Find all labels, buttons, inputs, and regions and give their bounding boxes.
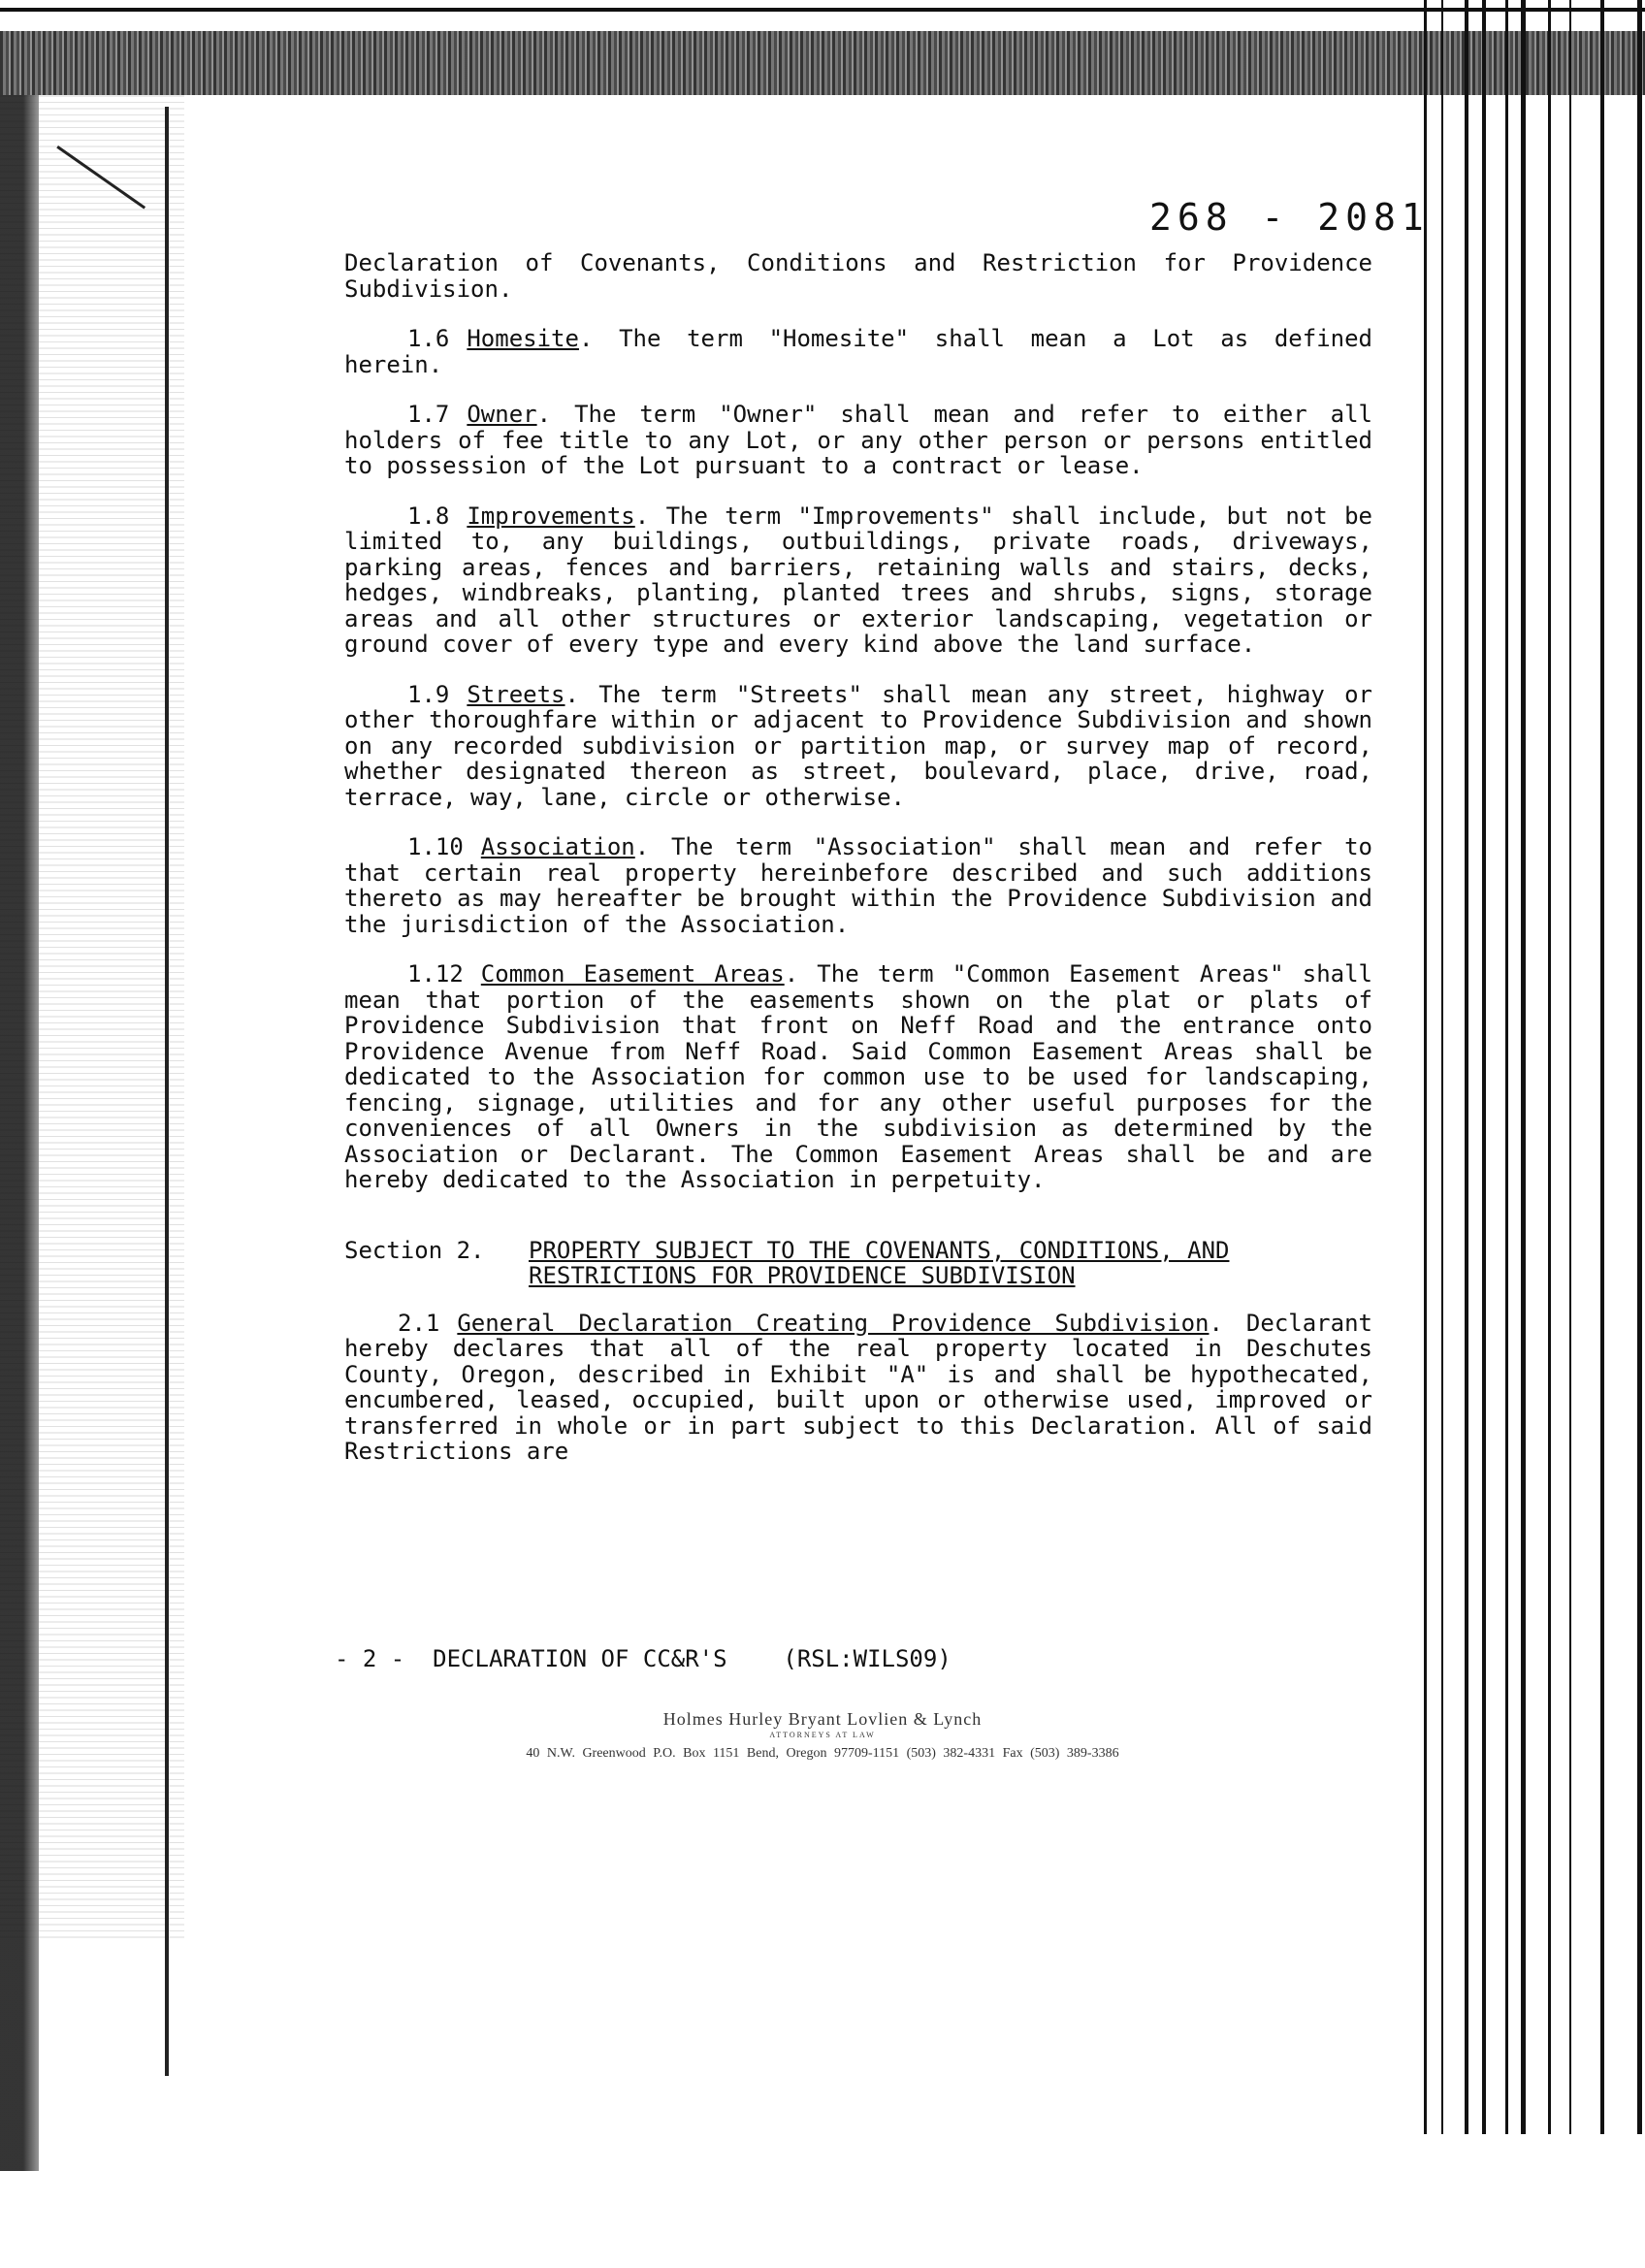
law-firm-address: 40 N.W. Greenwood P.O. Box 1151 Bend, Oregon 97709-1151 (503) 382-4331 Fax (503) 389-3386 [526,1746,1119,1761]
section-title [529,1238,1229,1289]
law-firm-name: Holmes Hurley Bryant Lovlien & Lynch [662,1709,983,1729]
paragraph-text: . The term "Streets" shall mean any street, highway or other thoroughfare within or adjacent to Providence Subdivision and shown on any recorded subdivision or partition map, or survey map of record, whether designated thereon as street, boulevard, place, drive, road, terrace, way, lane, circle or otherwise. [344,680,1372,811]
defined-term: Association [480,833,635,860]
paragraph-text: . The term "Association" shall mean and refer to that certain real property hereinbefore described and such additions thereto as may hereafter be brought within the Providence Subdivision and the jurisdiction of the Association. [344,833,1372,938]
document-body [344,250,1372,1489]
scan-top-bar [0,31,1645,95]
paragraph-number: 1.7 [407,401,450,428]
paragraph-number: 1.6 [407,325,450,352]
defined-term: Streets [467,680,565,708]
document-number: 268 - 2081 [1149,196,1430,239]
section-2-heading [344,1238,1372,1289]
paragraph-number: 1.8 [407,502,450,530]
law-firm-subtitle: ATTORNEYS AT LAW [769,1731,876,1739]
paragraph-1-7 [344,402,1372,479]
paragraph-number: 1.12 [407,960,464,988]
paragraph-text: . The term "Improvements" shall include, but not be limited to, any buildings, outbuildings, private roads, driveways, parking areas, fences and barriers, retaining walls and stairs, decks, hedges, windbreaks, planting, planted trees and shrubs, signs, storage areas and all other structures or exterior landscaping, vegetation or ground cover of every type and every kind above the land surface. [344,502,1372,658]
scan-right-rules [1424,0,1645,2134]
paragraph-number: 2.1 [398,1309,440,1337]
scan-left-edge [0,95,39,2171]
section-title-line: PROPERTY SUBJECT TO THE COVENANTS, CONDITIONS, AND [529,1236,1230,1264]
document-heading: Declaration of Covenants, Conditions and Restriction for Providence Subdivision. [344,249,1372,303]
defined-term: Owner [467,401,537,428]
paragraph-text: . The term "Common Easement Areas" shall mean that portion of the easements shown on the plat or plats of Providence Subdivision that front on Neff Road and the entrance onto Providence Avenue from Neff Road. Said Common Easement Areas shall be dedicated to the Association for common use to be used for landscaping, fencing, signage, utilities and for any other useful purposes for the conveniences of all Owners in the subdivision as determined by the Association or Declarant. The Common Easement Areas shall be and are hereby dedicated to the Association in perpetuity. [344,960,1373,1193]
paragraph-1-9 [344,682,1372,811]
scan-top-line [0,8,1645,12]
section-label: Section 2. [344,1236,485,1264]
paragraph-number: 1.10 [407,833,464,860]
page-footer: - 2 - DECLARATION OF CC&R'S (RSL:WILS09) [335,1645,952,1672]
defined-term: Common Easement Areas [480,960,785,988]
paragraph-number: 1.9 [407,680,450,708]
defined-term: General Declaration Creating Providence Subdivision [457,1309,1210,1337]
defined-term: Improvements [467,502,635,530]
section-title-line: RESTRICTIONS FOR PROVIDENCE SUBDIVISION [529,1262,1076,1289]
paragraph-1-6 [344,326,1372,377]
paragraph-text: . Declarant hereby declares that all of the real property located in Deschutes County, Oregon, described in Exhibit "A" is and shall be hypothecated, encumbered, leased, occupied, built upon or otherwise used, improved or transferred in whole or in part subject to this Declaration. All of said Restrictions are [344,1309,1372,1465]
paragraph-2-1 [344,1311,1372,1465]
paragraph-text: . The term "Owner" shall mean and refer to either all holders of fee title to any Lot, or any other person or persons entitled to possession of the Lot pursuant to a contract or lease. [344,401,1372,479]
defined-term: Homesite [467,325,579,352]
scan-left-rule [165,107,169,2076]
paragraph-1-12 [344,961,1372,1193]
paragraph-text: . The term "Homesite" shall mean a Lot as defined herein. [344,325,1372,378]
paragraph-1-8 [344,503,1372,658]
paragraph-1-10 [344,834,1372,937]
